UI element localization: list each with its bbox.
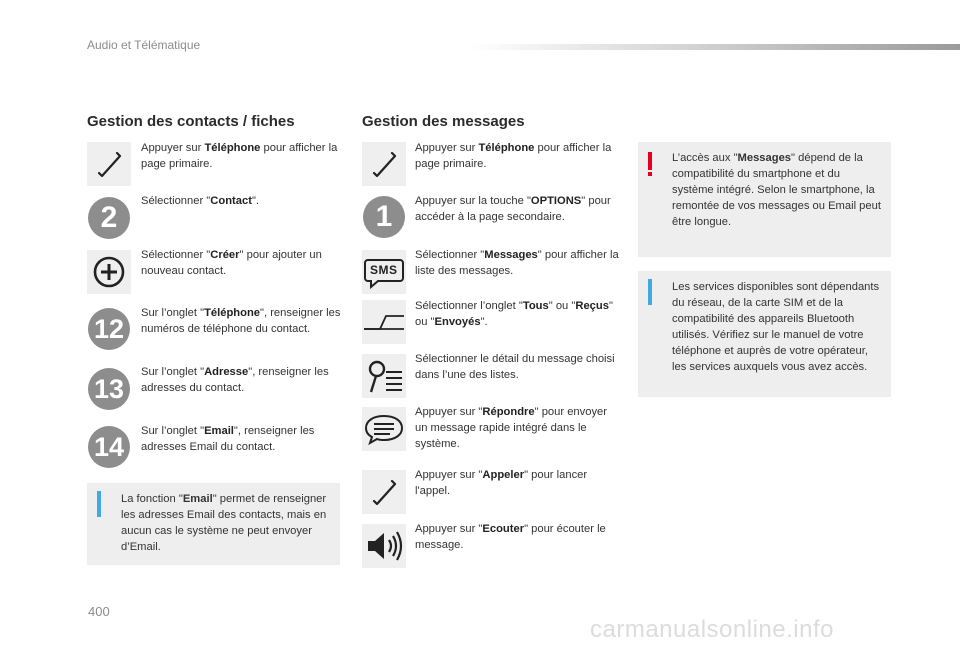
number-2-icon: 2: [88, 197, 130, 239]
number-14-icon: 14: [88, 426, 130, 468]
mid-step-4-text: Sélectionner l’onglet "Tous" ou "Reçus" ou "Envoyés".: [415, 300, 613, 328]
phone-handset-icon: [87, 142, 131, 186]
left-step-6-text: Sur l’onglet "Email", renseigner les adresses Email du contact.: [141, 425, 315, 453]
email-info-note: [87, 483, 340, 565]
left-step-3-text: Sélectionner "Créer" pour ajouter un nouveau contact.: [141, 249, 322, 277]
mid-step-3-text: Sélectionner "Messages" pour afficher la liste des messages.: [415, 249, 619, 277]
left-step-4-text: Sur l’onglet "Téléphone", renseigner les numéros de téléphone du contact.: [141, 307, 341, 335]
mid-step-2-text: Appuyer sur la touche "OPTIONS" pour accéder à la page secondaire.: [415, 195, 611, 223]
email-info-text: La fonction "Email" permet de renseigner les adresses Email des contacts, mais en aucun cas le système ne peut envoyer d’Email.: [121, 493, 327, 553]
services-info-text: Les services disponibles sont dépendants du réseau, de la carte SIM et de la compatibilité des appareils Bluetooth utilisés. Vérifiez sur le manuel de votre téléphone et auprès de votre opérateur, les services auxquels vous avez accès.: [672, 281, 880, 373]
mid-step-8-text: Appuyer sur "Ecouter" pour écouter le message.: [415, 523, 606, 551]
header-bar: [470, 44, 960, 50]
info-icon: [648, 279, 652, 305]
left-step-5-text: Sur l’onglet "Adresse", renseigner les adresses du contact.: [141, 366, 329, 394]
add-circle-icon: [87, 250, 131, 294]
left-step-2-text: Sélectionner "Contact".: [141, 195, 260, 207]
messages-title: Gestion des messages: [362, 113, 525, 130]
reply-bubble-icon: [362, 407, 406, 451]
tab-folder-icon: [362, 300, 406, 344]
sms-bubble-icon: SMS: [362, 250, 406, 294]
contacts-title: Gestion des contacts / fiches: [87, 113, 295, 130]
number-13-icon: 13: [88, 368, 130, 410]
message-detail-icon: [362, 354, 406, 398]
number-1-icon: 1: [363, 196, 405, 238]
page-number: 400: [88, 604, 110, 619]
info-icon: [97, 491, 101, 517]
warning-icon: [648, 152, 652, 170]
mid-step-1-text: Appuyer sur Téléphone pour afficher la page primaire.: [415, 142, 612, 170]
speaker-volume-icon: [362, 524, 406, 568]
watermark: carmanualsonline.info: [590, 616, 834, 643]
section-header: Audio et Télématique: [87, 38, 201, 52]
phone-handset-icon: [362, 142, 406, 186]
services-info-note: [638, 271, 891, 397]
messages-warning-note: [638, 142, 891, 257]
left-step-1-text: Appuyer sur Téléphone pour afficher la page primaire.: [141, 142, 338, 170]
number-12-icon: 12: [88, 308, 130, 350]
messages-warning-text: L’accès aux "Messages" dépend de la compatibilité du smartphone et du système intégré. Selon le smartphone, la remontée de vos messages ou Email peut être longue.: [672, 152, 881, 228]
mid-step-7-text: Appuyer sur "Appeler" pour lancer l'appel.: [415, 469, 588, 497]
mid-step-6-text: Appuyer sur "Répondre" pour envoyer un message rapide intégré dans le système.: [415, 406, 608, 450]
mid-step-5-text: Sélectionner le détail du message choisi dans l’une des listes.: [415, 353, 615, 381]
phone-handset-icon: [362, 470, 406, 514]
